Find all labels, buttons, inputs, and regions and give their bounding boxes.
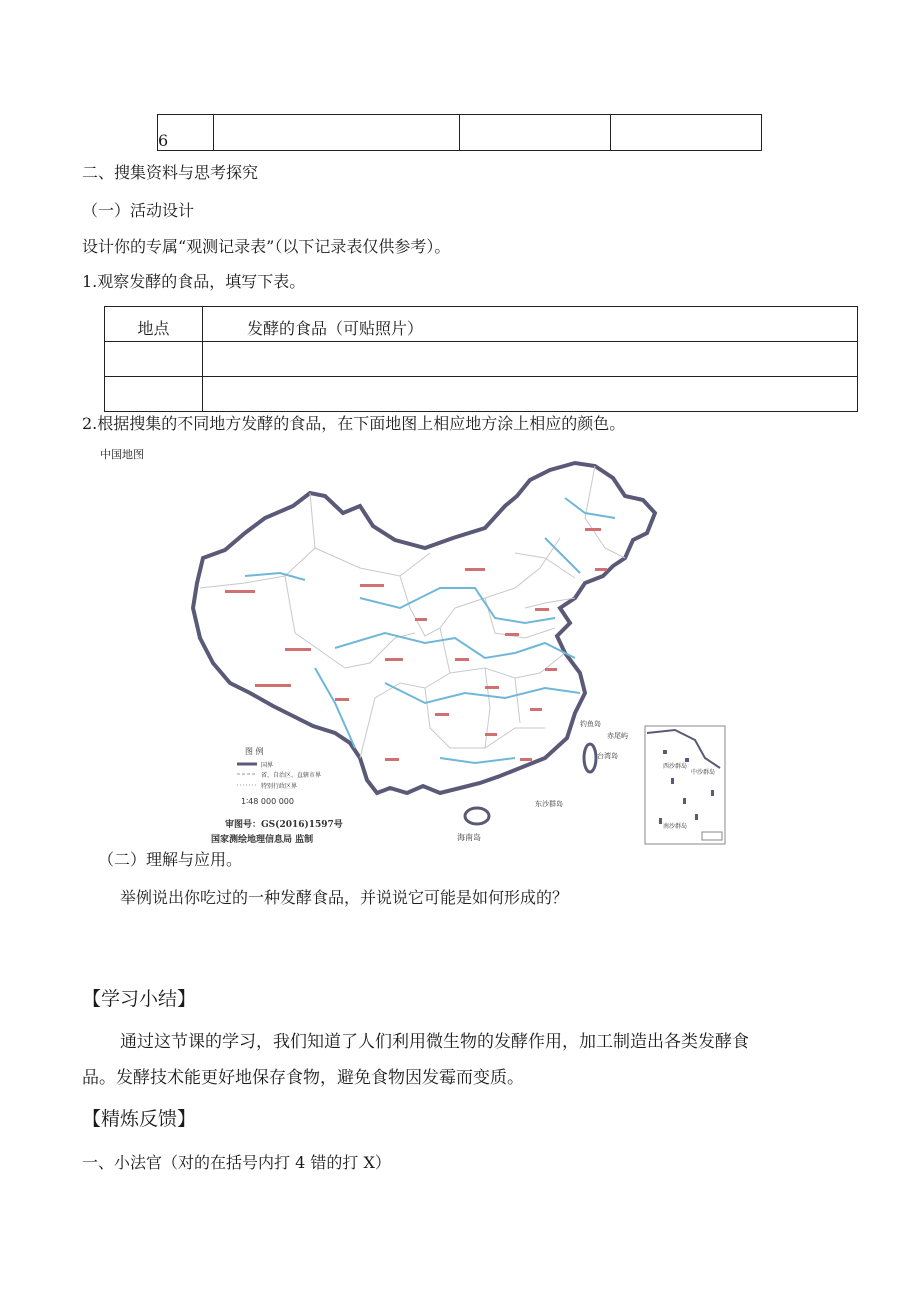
map-scale: 1∶48 000 000 xyxy=(241,797,294,806)
header-location: 地点 xyxy=(105,307,203,342)
china-map-svg xyxy=(185,458,730,850)
legend-provincial-border: 省、自治区、直辖市界 xyxy=(261,772,322,779)
row-number: 6 xyxy=(158,131,169,150)
hainan-island xyxy=(465,808,489,824)
legend-sar-border: 特别行政区界 xyxy=(261,783,298,790)
feedback-heading: 【精炼反馈】 xyxy=(82,1108,197,1130)
subsection-activity-design: （一）活动设计 xyxy=(82,201,195,220)
summary-heading: 【学习小结】 xyxy=(82,988,197,1010)
nansha-label: 南沙群岛 xyxy=(663,823,688,830)
dongsha-label: 东沙群岛 xyxy=(535,800,563,808)
row-number-cell xyxy=(158,115,214,151)
section-title: 二、搜集资料与思考探究 xyxy=(82,163,259,182)
observation-table xyxy=(104,306,858,412)
record-cell[interactable] xyxy=(611,115,762,151)
hainan-label: 海南岛 xyxy=(457,833,481,842)
chiwei-label: 赤尾屿 xyxy=(607,732,628,740)
subsection-application: （二）理解与应用。 xyxy=(98,850,243,869)
feedback-item-1: 一、小法官（对的在括号内打 4 错的打 X） xyxy=(82,1153,391,1172)
south-china-sea-inset xyxy=(645,726,725,844)
map-approval-number: 审图号：GS(2016)1597号 xyxy=(225,820,343,830)
header-food: 发酵的食品（可贴照片） xyxy=(203,307,858,342)
summary-line-2: 品。发酵技术能更好地保存食物，避免食物因发霉而变质。 xyxy=(82,1068,524,1088)
record-cell[interactable] xyxy=(214,115,460,151)
taiwan-island xyxy=(584,744,596,772)
application-question: 举例说出你吃过的一种发酵食品，并说说它可能是如何形成的？ xyxy=(120,888,569,907)
diaoyu-label: 钓鱼岛 xyxy=(580,720,601,728)
location-input-cell[interactable] xyxy=(105,342,203,377)
food-input-cell[interactable] xyxy=(203,377,858,412)
map-agency: 国家测绘地理信息局 监制 xyxy=(211,835,314,845)
food-input-cell[interactable] xyxy=(203,342,858,377)
location-input-cell[interactable] xyxy=(105,377,203,412)
item-2: 2.根据搜集的不同地方发酵的食品，在下面地图上相应地方涂上相应的颜色。 xyxy=(82,414,626,433)
xisha-label: 西沙群岛 xyxy=(663,763,688,770)
top-record-table xyxy=(157,114,762,151)
summary-line-1: 通过这节课的学习，我们知道了人们利用微生物的发酵作用，加工制造出各类发酵食 xyxy=(120,1032,749,1052)
china-map[interactable] xyxy=(185,458,730,850)
legend-national-border: 国界 xyxy=(261,762,274,769)
design-instruction: 设计你的专属“观测记录表”（以下记录表仅供参考）。 xyxy=(82,237,451,256)
record-cell[interactable] xyxy=(460,115,611,151)
item-1: 1.观察发酵的食品，填写下表。 xyxy=(82,272,306,291)
map-legend xyxy=(237,746,321,806)
taiwan-label: 台湾岛 xyxy=(597,752,618,760)
zhongsha-label: 中沙群岛 xyxy=(691,769,716,776)
map-title: 中国地图 xyxy=(100,448,144,461)
legend-title: 图 例 xyxy=(245,747,264,756)
